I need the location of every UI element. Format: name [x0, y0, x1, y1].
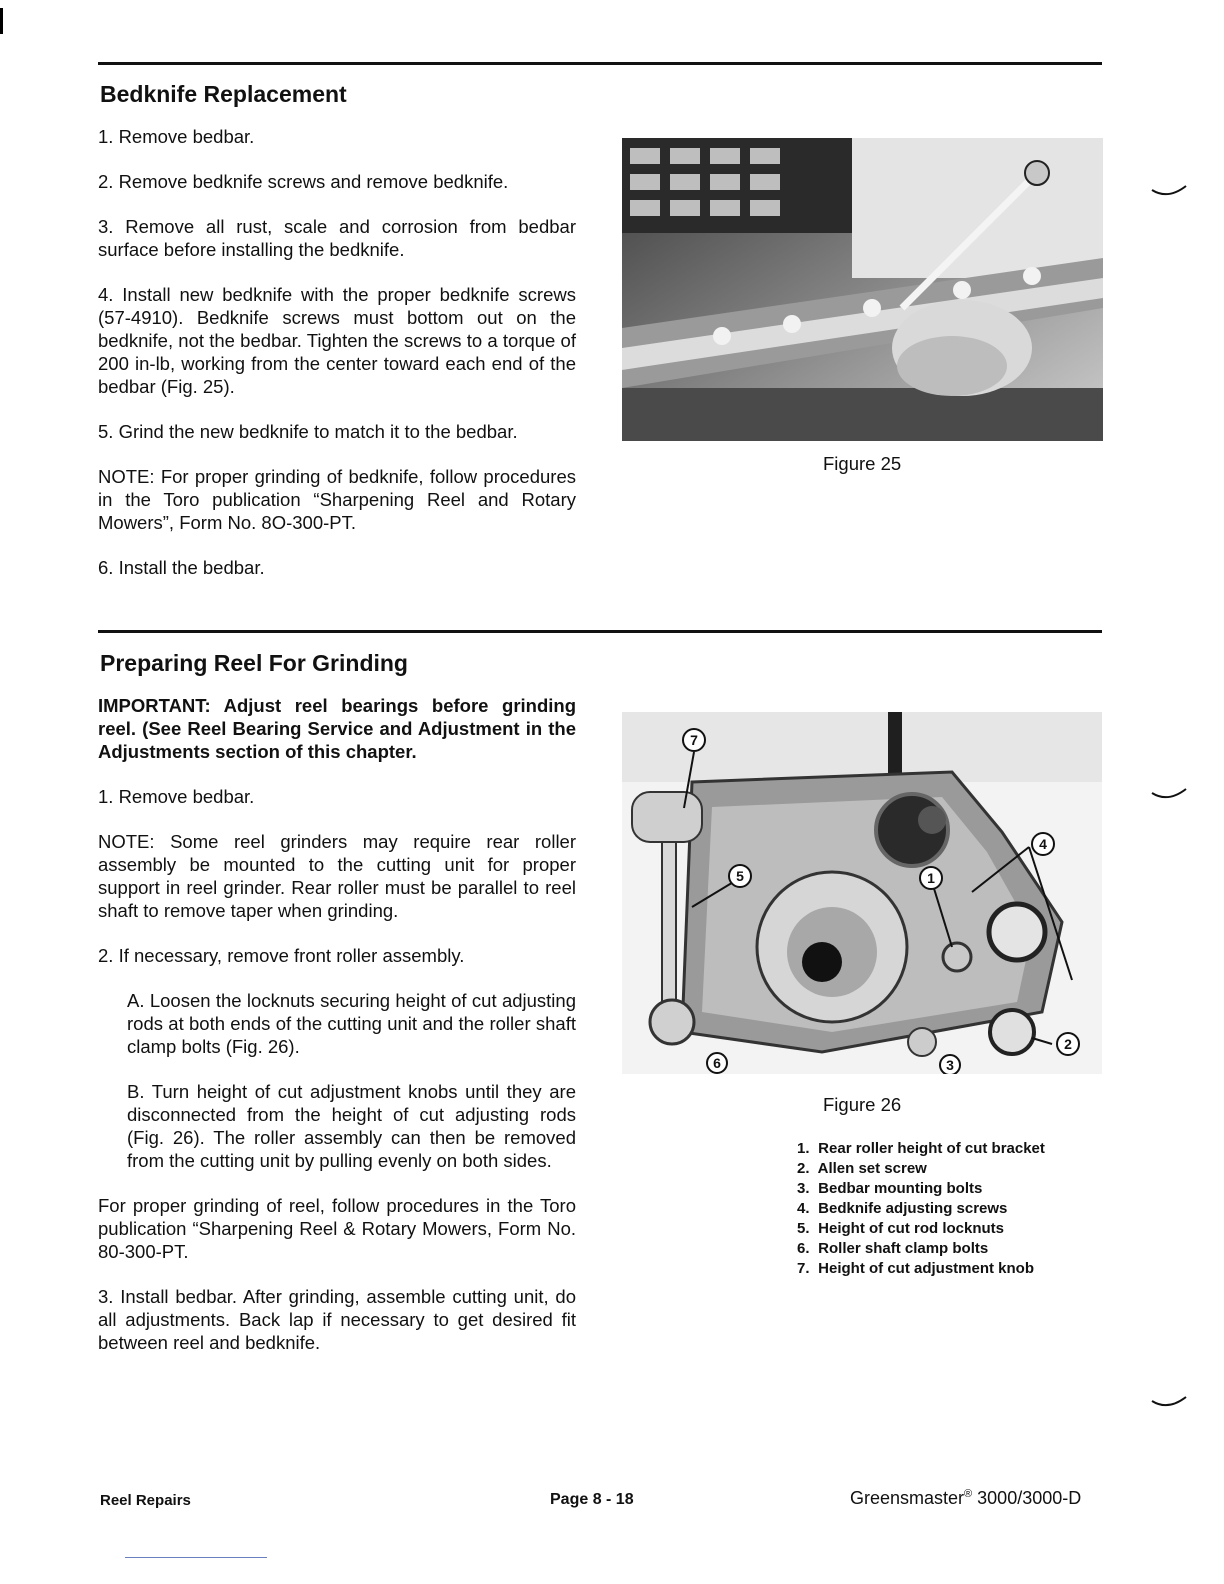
callout-6: 6: [713, 1055, 721, 1071]
section-title-reel: Preparing Reel For Grinding: [100, 650, 408, 676]
binding-mark: [1150, 785, 1190, 805]
callout-1: 1: [927, 870, 935, 886]
figure-26-photo: [622, 712, 1102, 1074]
bottom-line: [125, 1557, 267, 1558]
figure-25-caption: Figure 25: [823, 453, 902, 474]
section-rule-top: [98, 62, 1102, 65]
legend-item: 2. Allen set screw: [797, 1160, 927, 1177]
callout-2: 2: [1064, 1036, 1072, 1052]
page-edge-mark: [0, 8, 3, 34]
section-title-bedknife: Bedknife Replacement: [100, 81, 347, 107]
footer-page-number: Page 8 - 18: [550, 1491, 634, 1508]
bedknife-step: 6. Install the bedbar.: [98, 557, 265, 578]
legend-item: 3. Bedbar mounting bolts: [797, 1180, 983, 1197]
bedknife-step: 1. Remove bedbar.: [98, 126, 255, 147]
callout-3: 3: [946, 1057, 954, 1073]
binding-mark: [1150, 1393, 1190, 1413]
binding-mark: [1150, 182, 1190, 202]
footer-section: Reel Repairs: [100, 1492, 191, 1509]
reel-step: 2. If necessary, remove front roller assembly.: [98, 945, 465, 966]
bedknife-note: NOTE: For proper grinding of bedknife, follow procedures in the Toro publication “Sharpening Reel and Rotary Mowers”, Form No. 8O-300-PT.: [98, 466, 576, 533]
legend-item: 5. Height of cut rod locknuts: [797, 1220, 1005, 1237]
bedknife-step: 2. Remove bedknife screws and remove bedknife.: [98, 171, 509, 192]
bedknife-step: 5. Grind the new bedknife to match it to the bedbar.: [98, 421, 518, 442]
figure-26-caption: Figure 26: [823, 1094, 902, 1115]
bedknife-step: 3. Remove all rust, scale and corrosion from bedbar surface before installing the bedknife.: [98, 216, 576, 260]
callout-4: 4: [1039, 836, 1047, 852]
reel-substep: B. Turn height of cut adjustment knobs until they are disconnected from the height of cut adjusting rods (Fig. 26). The roller assembly can then be removed from the cutting unit by pulling evenly on both sides.: [127, 1081, 576, 1171]
figure-25-photo: [622, 138, 1103, 441]
footer-product: Greensmaster® 3000/3000-D: [850, 1488, 1082, 1508]
legend-item: 1. Rear roller height of cut bracket: [797, 1140, 1045, 1157]
reel-paragraph: For proper grinding of reel, follow procedures in the Toro publication “Sharpening Reel & Rotary Mowers, Form No. 80-300-PT.: [98, 1195, 576, 1262]
reel-steps: [98, 694, 576, 1376]
legend-item: 7. Height of cut adjustment knob: [797, 1260, 1035, 1277]
legend-item: 4. Bedknife adjusting screws: [797, 1200, 1008, 1217]
reel-step: 1. Remove bedbar.: [98, 786, 255, 807]
figure-26-legend: [797, 1139, 1045, 1279]
bedknife-steps: [98, 125, 576, 601]
callout-7: 7: [690, 732, 698, 748]
reel-substep: A. Loosen the locknuts securing height of cut adjusting rods at both ends of the cutting unit and the roller shaft clamp bolts (Fig. 26).: [127, 990, 576, 1057]
bedknife-step: 4. Install new bedknife with the proper bedknife screws (57-4910). Bedknife screws must bottom out on the bedknife, not the bedbar. Tighten the screws to a torque of 200 in-lb, working from the center toward each end of the bedbar (Fig. 25).: [98, 284, 576, 397]
reel-step: 3. Install bedbar. After grinding, assemble cutting unit, do all adjustments. Back lap if necessary to get desired fit between reel and bedknife.: [98, 1286, 576, 1353]
legend-item: 6. Roller shaft clamp bolts: [797, 1240, 989, 1257]
section-rule-middle: [98, 630, 1102, 633]
callout-5: 5: [736, 868, 744, 884]
important-note: IMPORTANT: Adjust reel bearings before grinding reel. (See Reel Bearing Service and Adjustment in the Adjustments section of this chapter.: [98, 695, 576, 762]
reel-note: NOTE: Some reel grinders may require rear roller assembly be mounted to the cutting unit for proper support in reel grinder. Rear roller must be parallel to reel shaft to remove taper when grinding.: [98, 831, 576, 921]
